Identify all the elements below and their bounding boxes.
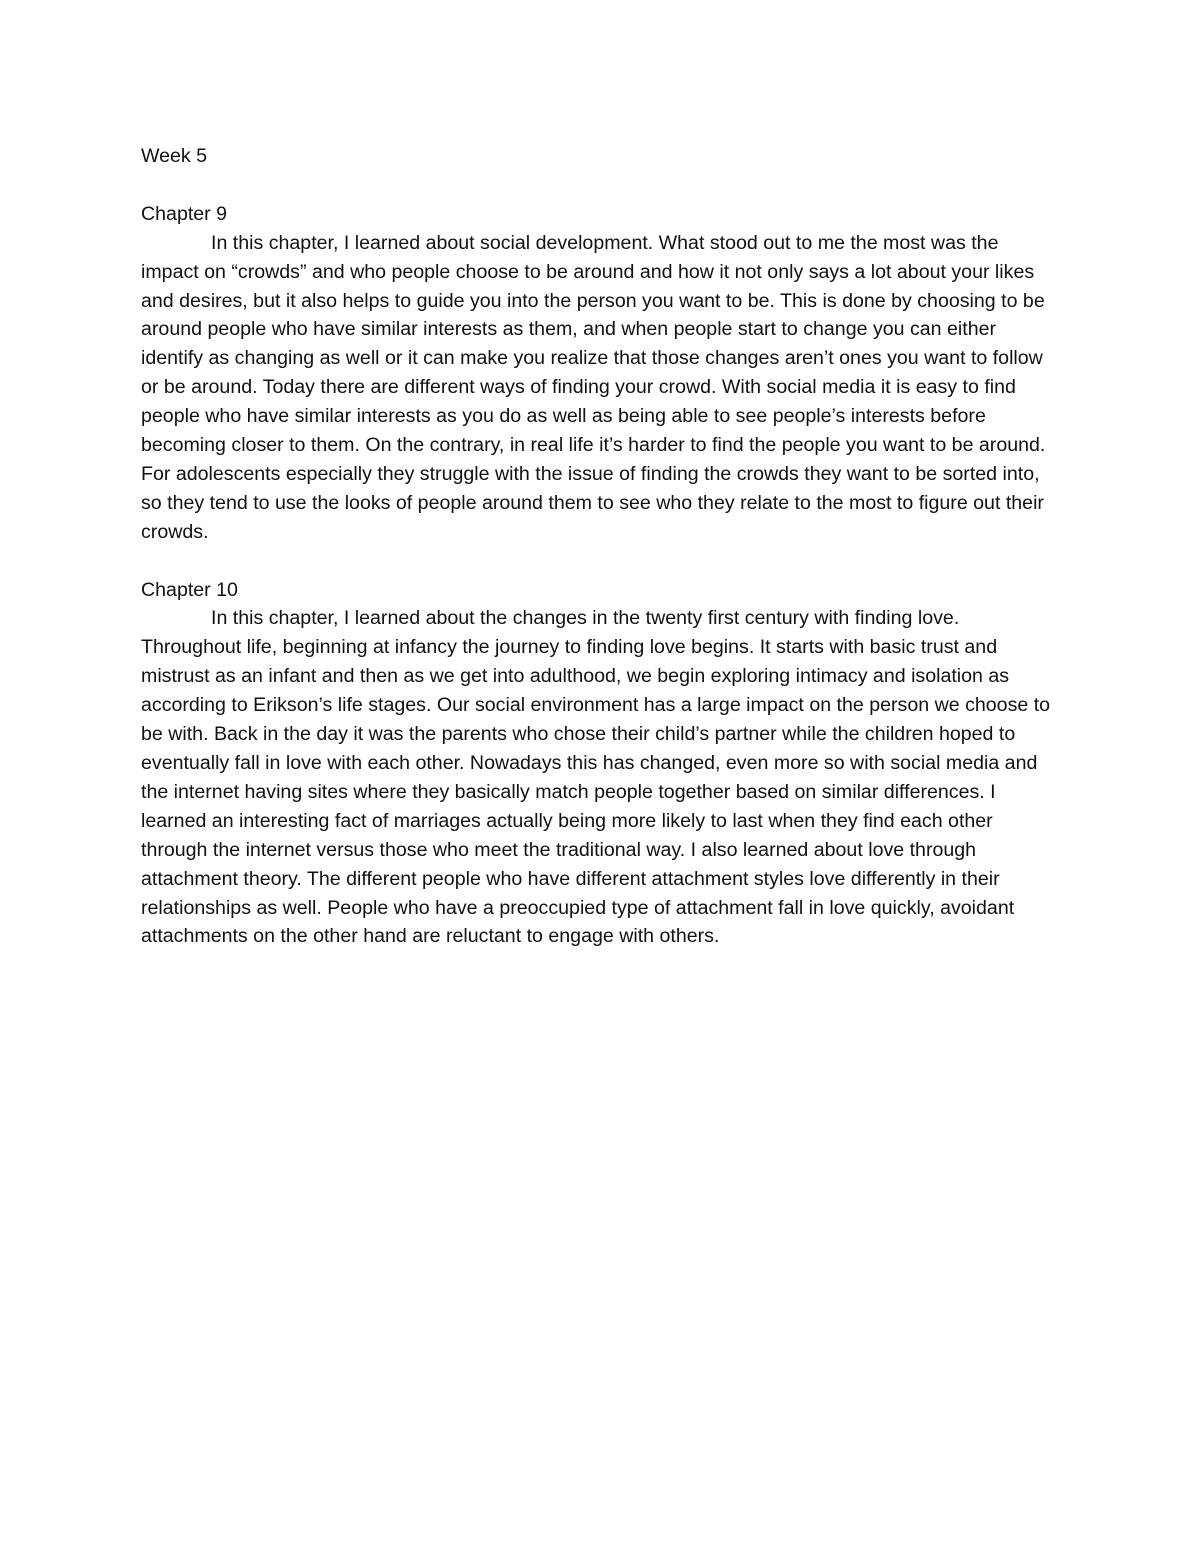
chapter-section-9 (141, 200, 1059, 547)
chapter-title: Chapter 10 (141, 578, 238, 601)
chapter-paragraph: In this chapter, I learned about social development. What stood out to me the most was the impact on “crowds” and who people choose to be around and how it not only says a lot about your likes and desires, but it also helps to guide you into the person you want to be. This is done by choosing to be around people who have similar interests as them, and when people start to change you can either identify as changing as well or it can make you realize that those changes aren’t ones you want to follow or be around. Today there are different ways of finding your crowd. With social media it is easy to find people who have similar interests as you do as well as being able to see people’s interests before becoming closer to them. On the contrary, in real life it’s harder to find the people you want to be around. For adolescents especially they struggle with the issue of finding the crowds they want to be sorted into, so they tend to use the looks of people around them to see who they relate to the most to figure out their crowds. (141, 231, 1046, 543)
document-page (141, 142, 1059, 980)
chapter-section-10 (141, 576, 1059, 952)
document-heading: Week 5 (141, 145, 208, 167)
chapter-title: Chapter 9 (141, 202, 228, 225)
chapter-paragraph: In this chapter, I learned about the changes in the twenty first century with finding love. Throughout life, beginning at infancy the journey to finding love begins. It starts with basic trust and mistrust as an infant and then as we get into adulthood, we begin exploring intimacy and isolation as according to Erikson’s life stages. Our social environment has a large impact on the person we choose to be with. Back in the day it was the parents who chose their child’s partner while the children hoped to eventually fall in love with each other. Nowadays this has changed, even more so with social media and the internet having sites where they basically match people together based on similar differences. I learned an interesting fact of marriages actually being more likely to last when they find each other through the internet versus those who meet the traditional way. I also learned about love through attachment theory. The different people who have different attachment styles love differently in their relationships as well. People who have a preoccupied type of attachment fall in love quickly, avoidant attachments on the other hand are reluctant to engage with others. (141, 607, 1051, 948)
